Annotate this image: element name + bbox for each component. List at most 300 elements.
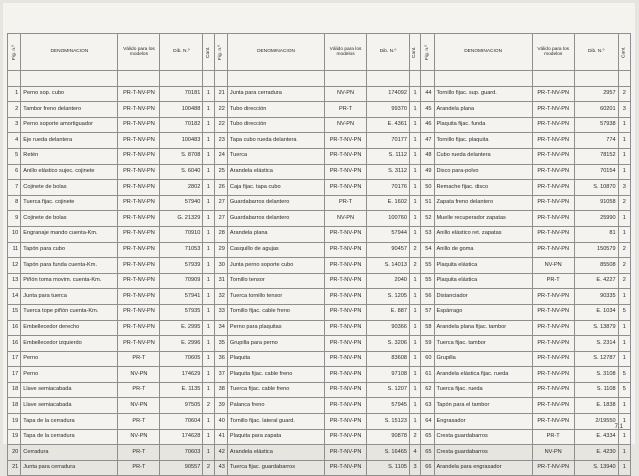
quantity: 5 (618, 304, 630, 320)
drawing-number: 70181 (160, 86, 203, 102)
fig-number: 16 (8, 336, 21, 352)
fig-number: 16 (8, 320, 21, 336)
valid-models: PR-T-NV-PN (325, 289, 367, 305)
table-row (8, 148, 631, 164)
table-row (8, 304, 631, 320)
drawing-number: 100488 (160, 102, 203, 118)
valid-models: PR-T-NV-PN (325, 320, 367, 336)
quantity: 5 (618, 382, 630, 398)
part-name: Engranaje mando cuenta-Km. (21, 226, 118, 242)
quantity: 1 (203, 164, 214, 180)
part-name: Tornillo fijac. lateral guard. (227, 414, 324, 430)
valid-models: PR-T-NV-PN (532, 398, 574, 414)
quantity: 1 (409, 351, 420, 367)
quantity: 1 (618, 133, 630, 149)
fig-number: 45 (421, 102, 434, 118)
fig-number: 17 (8, 351, 21, 367)
part-name: Guardabarros delantero (227, 195, 324, 211)
drawing-number: 83608 (367, 351, 410, 367)
drawing-number: E. 4334 (574, 429, 618, 445)
valid-models: PR-T (118, 445, 160, 461)
quantity: 1 (409, 336, 420, 352)
fig-number: 51 (421, 195, 434, 211)
fig-number: 24 (214, 148, 227, 164)
valid-models: PR-T-NV-PN (118, 211, 160, 227)
fig-number: 17 (8, 367, 21, 383)
valido-header: Válido para los modelos (118, 34, 160, 71)
drawing-number: 25990 (574, 211, 618, 227)
drawing-number: S. 1108 (574, 382, 618, 398)
fig-number: 25 (214, 164, 227, 180)
valid-models: PR-T-NV-PN (325, 445, 367, 461)
quantity: 1 (203, 351, 214, 367)
fig-number: 3 (8, 117, 21, 133)
table-row (8, 351, 631, 367)
quantity: 1 (618, 429, 630, 445)
table-row (8, 117, 631, 133)
valid-models: PR-T-NV-PN (325, 398, 367, 414)
quantity: 1 (203, 102, 214, 118)
part-name: Perno (21, 367, 118, 383)
part-name: Tornillo fijac. plaquita (434, 133, 532, 149)
part-name: Perno soporte amortiguador (21, 117, 118, 133)
part-name: Llave semiacabada (21, 398, 118, 414)
part-name: Grupilla para perno (227, 336, 324, 352)
part-name: Arandela elástica fijac. rueda (434, 367, 532, 383)
part-name: Arandela plana (434, 102, 532, 118)
quantity: 1 (203, 86, 214, 102)
table-row (8, 367, 631, 383)
fig-number: 5 (8, 148, 21, 164)
drawing-number: S. 3108 (574, 367, 618, 383)
drawing-number: 70182 (160, 117, 203, 133)
quantity: 1 (203, 336, 214, 352)
quantity: 1 (409, 102, 420, 118)
valid-models: PR-T-NV-PN (532, 195, 574, 211)
drawing-number: E. 887 (367, 304, 410, 320)
drawing-number: 57941 (160, 289, 203, 305)
drawing-number: S. 1205 (367, 289, 410, 305)
drawing-number: E. 1034 (574, 304, 618, 320)
dib-header: Dib. N.º (160, 34, 203, 71)
fig-number: 65 (421, 429, 434, 445)
drawing-number: 70177 (367, 133, 410, 149)
quantity: 1 (203, 117, 214, 133)
spacer-cell (214, 71, 227, 87)
valid-models: PR-T-NV-PN (118, 86, 160, 102)
fig-number: 15 (8, 304, 21, 320)
quantity: 1 (618, 336, 630, 352)
part-name: Embellecedor derecho (21, 320, 118, 336)
cant-header: Cant. (409, 34, 420, 71)
valid-models: NV-PN (532, 258, 574, 274)
part-name: Guardabarros delantero (227, 211, 324, 227)
fig-number: 43 (214, 460, 227, 476)
valid-models: PR-T-NV-PN (532, 226, 574, 242)
quantity: 1 (618, 164, 630, 180)
drawing-number: 70605 (160, 351, 203, 367)
valid-models: PR-T (325, 195, 367, 211)
table-row (8, 258, 631, 274)
drawing-number: 174628 (160, 429, 203, 445)
valid-models: PR-T-NV-PN (325, 336, 367, 352)
drawing-number: 774 (574, 133, 618, 149)
valid-models: PR-T-NV-PN (325, 148, 367, 164)
drawing-number: S. 1112 (367, 148, 410, 164)
valid-models: PR-T-NV-PN (532, 86, 574, 102)
part-name: Junta para tuerca (21, 289, 118, 305)
part-name: Caja fijac. tapa cubo (227, 180, 324, 196)
valid-models: PR-T-NV-PN (532, 320, 574, 336)
part-name: Disco para-polvo (434, 164, 532, 180)
valid-models: PR-T-NV-PN (532, 460, 574, 476)
quantity: 1 (203, 211, 214, 227)
drawing-number: S. 6040 (160, 164, 203, 180)
quantity: 1 (409, 414, 420, 430)
fig-header: Fig. n.º (8, 34, 21, 71)
valid-models: PR-T-NV-PN (118, 242, 160, 258)
header-row (8, 34, 631, 71)
fig-number: 33 (214, 304, 227, 320)
quantity: 2 (409, 242, 420, 258)
fig-number: 41 (214, 429, 227, 445)
part-name: Piñón toma movim. cuenta-Km. (21, 273, 118, 289)
fig-number: 28 (214, 226, 227, 242)
table-row (8, 211, 631, 227)
fig-number: 21 (8, 460, 21, 476)
fig-number: 27 (214, 195, 227, 211)
table-row (8, 320, 631, 336)
fig-number: 18 (8, 398, 21, 414)
drawing-number: 90335 (574, 289, 618, 305)
fig-number: 56 (421, 289, 434, 305)
quantity: 1 (618, 460, 630, 476)
drawing-number: S. 14013 (367, 258, 410, 274)
spacer-cell (532, 71, 574, 87)
drawing-number: E. 1838 (574, 398, 618, 414)
fig-number: 61 (421, 367, 434, 383)
part-name: Embellecedor izquierdo (21, 336, 118, 352)
drawing-number: 85508 (574, 258, 618, 274)
valid-models: PR-T-NV-PN (532, 148, 574, 164)
drawing-number: E. 1135 (160, 382, 203, 398)
quantity: 1 (203, 133, 214, 149)
spacer-cell (367, 71, 410, 87)
quantity: 1 (203, 429, 214, 445)
fig-number: 44 (421, 86, 434, 102)
table-row (8, 336, 631, 352)
valid-models: NV-PN (532, 445, 574, 461)
valid-models: PR-T-NV-PN (118, 180, 160, 196)
valid-models: PR-T-NV-PN (325, 414, 367, 430)
table-row (8, 414, 631, 430)
valid-models: PR-T-NV-PN (325, 429, 367, 445)
table-row (8, 133, 631, 149)
valid-models: PR-T (118, 460, 160, 476)
part-name: Cresta guardabarros (434, 445, 532, 461)
page-number: 7.1 (614, 424, 623, 430)
drawing-number: 100483 (160, 133, 203, 149)
valid-models: PR-T (325, 102, 367, 118)
spacer-cell (203, 71, 214, 87)
quantity: 1 (409, 398, 420, 414)
quantity: 3 (618, 102, 630, 118)
quantity: 1 (203, 320, 214, 336)
spacer-cell (574, 71, 618, 87)
fig-number: 35 (214, 336, 227, 352)
table-row (8, 180, 631, 196)
quantity: 1 (409, 148, 420, 164)
part-name: Arandela para engrasador (434, 460, 532, 476)
spacer-cell (618, 71, 630, 87)
quantity: 2 (618, 273, 630, 289)
valid-models: NV-PN (325, 211, 367, 227)
drawing-number: 90557 (160, 460, 203, 476)
part-name: Junta perno soporte cubo (227, 258, 324, 274)
drawing-number: 78152 (574, 148, 618, 164)
part-name: Anillo elástico sujec. cojinete (21, 164, 118, 180)
drawing-number: 90366 (367, 320, 410, 336)
part-name: Arandela plana fijac. tambor (434, 320, 532, 336)
part-name: Cojinete de bolas (21, 211, 118, 227)
denominacion-header: DENOMINACION (21, 34, 118, 71)
part-name: Tapón para el tambor (434, 398, 532, 414)
fig-number: 2 (8, 102, 21, 118)
part-name: Perno para plaquitas (227, 320, 324, 336)
drawing-number: S. 13940 (574, 460, 618, 476)
part-name: Palanca freno (227, 398, 324, 414)
quantity: 1 (203, 367, 214, 383)
fig-number: 23 (214, 133, 227, 149)
table-row (8, 242, 631, 258)
part-name: Tubo dirección (227, 102, 324, 118)
part-name: Arandela elástica (227, 445, 324, 461)
fig-number: 47 (421, 133, 434, 149)
fig-number: 32 (214, 289, 227, 305)
quantity: 1 (409, 289, 420, 305)
drawing-number: S. 15123 (367, 414, 410, 430)
valid-models: PR-T-NV-PN (118, 117, 160, 133)
fig-number: 9 (8, 211, 21, 227)
drawing-number: E. 2995 (160, 320, 203, 336)
part-name: Distanciador (434, 289, 532, 305)
valido-header: Válido para los modelos (325, 34, 367, 71)
quantity: 1 (409, 320, 420, 336)
quantity: 1 (409, 117, 420, 133)
quantity: 2 (618, 242, 630, 258)
valid-models: PR-T-NV-PN (532, 117, 574, 133)
drawing-number: 150579 (574, 242, 618, 258)
fig-number: 50 (421, 180, 434, 196)
drawing-number: 57939 (160, 258, 203, 274)
catalog-sheet (3, 3, 635, 471)
fig-number: 39 (214, 398, 227, 414)
valid-models: PR-T-NV-PN (532, 351, 574, 367)
drawing-number: 81 (574, 226, 618, 242)
denominacion-header: DENOMINACION (227, 34, 324, 71)
part-name: Perno sop. cubo (21, 86, 118, 102)
part-name: Cerradura (21, 445, 118, 461)
drawing-number: E. 4361 (367, 117, 410, 133)
table-row (8, 164, 631, 180)
spacer-cell (434, 71, 532, 87)
part-name: Plaquita para zapata (227, 429, 324, 445)
part-name: Plaquita (227, 351, 324, 367)
denominacion-header: DENOMINACION (434, 34, 532, 71)
valid-models: PR-T (118, 382, 160, 398)
drawing-number: 70603 (160, 445, 203, 461)
drawing-number: 70909 (160, 273, 203, 289)
valid-models: PR-T (532, 273, 574, 289)
drawing-number: S. 10870 (574, 180, 618, 196)
spacer-cell (21, 71, 118, 87)
drawing-number: 57938 (574, 117, 618, 133)
spacer-cell (421, 71, 434, 87)
valido-header: Válido para los modelos (532, 34, 574, 71)
drawing-number: 70604 (160, 414, 203, 430)
table-row (8, 382, 631, 398)
quantity: 1 (618, 148, 630, 164)
part-name: Casquillo de agujas (227, 242, 324, 258)
fig-number: 4 (8, 133, 21, 149)
valid-models: PR-T-NV-PN (532, 382, 574, 398)
valid-models: PR-T-NV-PN (118, 164, 160, 180)
fig-number: 21 (214, 86, 227, 102)
quantity: 3 (409, 460, 420, 476)
quantity: 1 (409, 304, 420, 320)
part-name: Tuerca fijac. cable freno (227, 382, 324, 398)
valid-models: PR-T-NV-PN (532, 133, 574, 149)
dib-header: Dib. N.º (367, 34, 410, 71)
quantity: 1 (618, 226, 630, 242)
drawing-number: 57940 (160, 195, 203, 211)
spacer-cell (160, 71, 203, 87)
valid-models: PR-T-NV-PN (532, 414, 574, 430)
part-name: Anillo de goma (434, 242, 532, 258)
fig-number: 66 (421, 460, 434, 476)
drawing-number: S. 1207 (367, 382, 410, 398)
valid-models: PR-T-NV-PN (325, 133, 367, 149)
quantity: 1 (409, 273, 420, 289)
valid-models: PR-T-NV-PN (118, 195, 160, 211)
fig-number: 58 (421, 320, 434, 336)
valid-models: PR-T-NV-PN (532, 289, 574, 305)
quantity: 1 (203, 289, 214, 305)
drawing-number: 97505 (160, 398, 203, 414)
part-name: Tapa de la cerradura (21, 429, 118, 445)
fig-number: 55 (421, 273, 434, 289)
quantity: 1 (409, 133, 420, 149)
valid-models: PR-T-NV-PN (118, 102, 160, 118)
valid-models: PR-T-NV-PN (325, 382, 367, 398)
fig-number: 40 (214, 414, 227, 430)
spacer-row (8, 71, 631, 87)
table-row (8, 289, 631, 305)
valid-models: PR-T-NV-PN (118, 336, 160, 352)
valid-models: PR-T-NV-PN (118, 133, 160, 149)
fig-number: 46 (421, 117, 434, 133)
quantity: 1 (203, 304, 214, 320)
fig-number: 54 (421, 242, 434, 258)
valid-models: PR-T-NV-PN (325, 242, 367, 258)
part-name: Tornillo fijac. cable freno (227, 304, 324, 320)
quantity: 1 (203, 195, 214, 211)
valid-models: PR-T-NV-PN (532, 367, 574, 383)
quantity: 1 (409, 226, 420, 242)
valid-models: PR-T-NV-PN (118, 148, 160, 164)
drawing-number: S. 8708 (160, 148, 203, 164)
drawing-number: 70154 (574, 164, 618, 180)
quantity: 2 (618, 86, 630, 102)
fig-number: 31 (214, 273, 227, 289)
cant-header: Cant. (618, 34, 630, 71)
part-name: Tambor freno delantero (21, 102, 118, 118)
quantity: 3 (618, 180, 630, 196)
drawing-number: 2/19550 (574, 414, 618, 430)
table-row (8, 226, 631, 242)
drawing-number: S. 3112 (367, 164, 410, 180)
fig-number: 1 (8, 86, 21, 102)
quantity: 5 (618, 367, 630, 383)
quantity: 1 (203, 414, 214, 430)
quantity: 1 (409, 180, 420, 196)
quantity: 1 (409, 86, 420, 102)
table-row (8, 445, 631, 461)
part-name: Arandela plana (227, 226, 324, 242)
fig-number: 29 (214, 242, 227, 258)
fig-number: 26 (214, 180, 227, 196)
valid-models: PR-T (532, 429, 574, 445)
quantity: 1 (409, 367, 420, 383)
fig-header: Fig. n.º (214, 34, 227, 71)
drawing-number: S. 12787 (574, 351, 618, 367)
part-name: Remache fijac. disco (434, 180, 532, 196)
fig-number: 52 (421, 211, 434, 227)
part-name: Tuerca (227, 148, 324, 164)
fig-number: 11 (8, 242, 21, 258)
fig-number: 48 (421, 148, 434, 164)
table-row (8, 195, 631, 211)
fig-number: 49 (421, 164, 434, 180)
fig-number: 53 (421, 226, 434, 242)
quantity: 1 (618, 398, 630, 414)
part-name: Tuerca tope piñón cuenta-Km. (21, 304, 118, 320)
quantity: 1 (203, 445, 214, 461)
drawing-number: 100760 (367, 211, 410, 227)
part-name: Plaquita fijac. cable freno (227, 367, 324, 383)
part-name: Tuerca tornillo tensor (227, 289, 324, 305)
valid-models: PR-T-NV-PN (118, 304, 160, 320)
quantity: 4 (409, 445, 420, 461)
quantity: 1 (409, 211, 420, 227)
quantity: 2 (409, 429, 420, 445)
part-name: Anillo elástico ret. zapatas (434, 226, 532, 242)
fig-number: 7 (8, 180, 21, 196)
quantity: 2 (618, 258, 630, 274)
valid-models: NV-PN (325, 117, 367, 133)
fig-header: Fig. n.º (421, 34, 434, 71)
fig-number: 19 (8, 414, 21, 430)
fig-number: 65 (421, 445, 434, 461)
fig-number: 63 (421, 398, 434, 414)
quantity: 1 (409, 382, 420, 398)
valid-models: PR-T (118, 351, 160, 367)
quantity: 1 (203, 382, 214, 398)
part-name: Grupilla (434, 351, 532, 367)
valid-models: PR-T-NV-PN (118, 258, 160, 274)
drawing-number: E. 2996 (160, 336, 203, 352)
drawing-number: S. 2314 (574, 336, 618, 352)
